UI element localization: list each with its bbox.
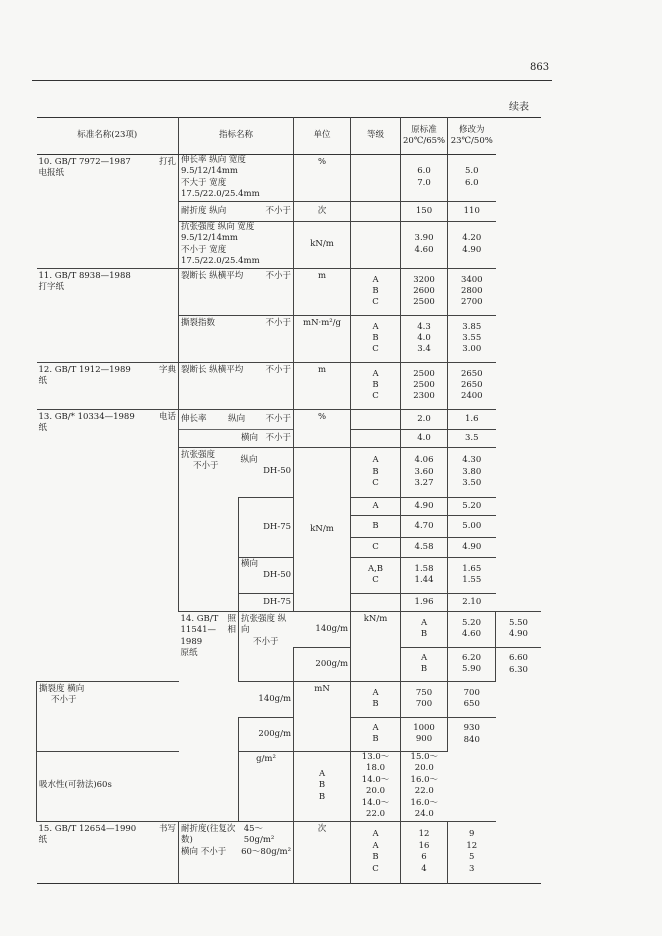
original-value-cell: 150 — [401, 201, 448, 221]
standards-table — [36, 117, 541, 884]
std-name-10: 10. GB/T 7972—1987 打孔 电报纸 — [38, 157, 176, 179]
header-std-name: 标准名称(23项) — [37, 118, 179, 155]
header-original-line2: 20℃/65% — [403, 136, 446, 146]
original-value-cell: 5.20 4.60 — [448, 611, 496, 647]
modified-value-cell: 1.65 1.55 — [448, 557, 496, 593]
original-value-cell: 4.90 — [401, 497, 448, 515]
header-modified-line2: 23℃/50% — [450, 136, 493, 146]
unit-cell: mN·m²/g — [294, 315, 351, 362]
unit-cell: g/m² — [239, 751, 294, 821]
modified-value-cell: 6.60 6.30 — [496, 647, 541, 681]
indicator-cell: 耐折度 纵向 不小于 — [179, 201, 294, 221]
modified-value-cell: 110 — [448, 201, 496, 221]
std-name-11: 11. GB/T 8938—1988 打字纸 — [37, 268, 179, 362]
modified-value-cell: 3400 2800 2700 — [448, 268, 496, 315]
modified-value-cell: 700 650 — [448, 681, 496, 717]
original-value-cell: 6.20 5.90 — [448, 647, 496, 681]
indicator-cell: 吸水性(可勃法)60s — [37, 751, 239, 821]
indicator-sub-cell: 纵向 DH-50 — [239, 447, 294, 497]
indicator-sub-cell: DH-75 — [239, 593, 294, 611]
modified-value-cell: 4.90 — [448, 537, 496, 557]
grade-cell — [351, 221, 401, 268]
grade-cell — [351, 409, 401, 429]
indicator-cell: 撕裂指数 不小于 — [179, 315, 294, 362]
original-value-cell: 4.06 3.60 3.27 — [401, 447, 448, 497]
indicator-sub-cell: DH-75 — [239, 497, 294, 557]
table-row — [37, 409, 542, 429]
modified-value-cell: 2.10 — [448, 593, 496, 611]
indicator-cell: 裂断长 纵横平均 不小于 — [179, 268, 294, 315]
grade-cell — [351, 201, 401, 221]
indicator-sub-cell: 200g/m — [294, 647, 351, 681]
original-value-cell: 3.90 4.60 — [401, 221, 448, 268]
unit-cell: 次 — [294, 201, 351, 221]
table-row — [37, 681, 542, 717]
table-row — [37, 155, 542, 202]
modified-value-cell: 5.00 — [448, 515, 496, 537]
std-name-13: 13. GB/* 10334—1989 电话 纸 — [37, 409, 179, 681]
header-unit: 单位 — [294, 118, 351, 155]
modified-value-cell: 3.85 3.55 3.00 — [448, 315, 496, 362]
grade-cell — [351, 429, 401, 447]
indicator-sub-cell: 140g/m — [239, 681, 294, 717]
continued-label: 续表 — [509, 102, 529, 113]
header-indicator: 指标名称 — [179, 118, 294, 155]
unit-cell: % — [294, 155, 351, 202]
grade-cell: A B — [351, 717, 401, 751]
modified-value-cell: 1.6 — [448, 409, 496, 429]
unit-cell: kN/m — [351, 611, 401, 681]
unit-cell: m — [294, 268, 351, 315]
grade-cell: A B — [401, 611, 448, 647]
indicator-cell: 抗张强度 纵向 宽度 9.5/12/14mm 不小于 宽度 17.5/22.0/25.4mm — [179, 221, 294, 268]
unit-cell: kN/m — [294, 221, 351, 268]
unit-cell: m — [294, 362, 351, 409]
grade-cell: A B — [351, 681, 401, 717]
header-modified — [448, 118, 496, 155]
indicator-sub-cell: 140g/m — [294, 611, 351, 647]
table-row — [37, 821, 542, 883]
grade-cell: C — [351, 537, 401, 557]
table-row — [37, 751, 542, 821]
original-value-cell: 13.0～18.0 14.0～20.0 14.0～22.0 — [351, 751, 401, 821]
original-value-cell: 1000 900 — [401, 717, 448, 751]
indicator-label-cell: 抗张强度 不小于 — [179, 447, 239, 611]
grade-cell: A A B C — [351, 821, 401, 883]
unit-cell: % — [294, 409, 351, 447]
std-name-14: 14. GB/T 11541—1989 照相 原纸 — [179, 611, 239, 821]
indicator-cell: 横向 不小于 — [179, 429, 294, 447]
header-modified-line1: 修改为 — [459, 124, 485, 135]
grade-cell: A B — [401, 647, 448, 681]
original-value-cell: 1.96 — [401, 593, 448, 611]
header-original-line1: 原标准 — [411, 124, 437, 135]
std-name-15: 15. GB/T 12654—1990 书写 纸 — [37, 821, 179, 883]
unit-cell: mN — [294, 681, 351, 751]
original-value-cell: 4.0 — [401, 429, 448, 447]
grade-cell: A B C — [351, 447, 401, 497]
table-header-row — [37, 118, 542, 155]
indicator-cell: 裂断长 纵横平均 不小于 — [179, 362, 294, 409]
grade-cell — [351, 593, 401, 611]
original-value-cell: 4.58 — [401, 537, 448, 557]
std-name-12: 12. GB/T 1912—1989 字典 纸 — [37, 362, 179, 409]
grade-cell: A B C — [351, 362, 401, 409]
original-value-cell: 1.58 1.44 — [401, 557, 448, 593]
page-number: 863 — [530, 62, 550, 73]
indicator-cell: 伸长率 纵向 不小于 — [179, 409, 294, 429]
modified-value-cell: 5.50 4.90 — [496, 611, 541, 647]
indicator-label-cell: 撕裂度 横向 不小于 — [37, 681, 179, 751]
grade-cell — [351, 155, 401, 202]
indicator-label-cell: 抗张强度 纵向 不小于 — [239, 611, 294, 681]
grade-cell: B — [351, 515, 401, 537]
indicator-sub-cell: 200g/m — [239, 717, 294, 751]
original-value-cell: 6.0 7.0 — [401, 155, 448, 202]
unit-cell: kN/m — [294, 447, 351, 611]
original-value-cell: 2500 2500 2300 — [401, 362, 448, 409]
modified-value-cell: 930 840 — [448, 717, 496, 751]
modified-value-cell: 4.20 4.90 — [448, 221, 496, 268]
table-row — [37, 362, 542, 409]
indicator-cell: 伸长率 纵向 宽度 9.5/12/14mm 不大于 宽度 17.5/22.0/25.4mm — [179, 155, 294, 202]
modified-value-cell: 9 12 5 3 — [448, 821, 496, 883]
indicator-cell: 耐折度(往复次数) 45～50g/m² 横向 不小于 60～80g/m² — [179, 821, 294, 883]
indicator-sub-cell: 横向 DH-50 — [239, 557, 294, 593]
original-value-cell: 4.3 4.0 3.4 — [401, 315, 448, 362]
header-rule — [32, 80, 552, 81]
modified-value-cell: 5.0 6.0 — [448, 155, 496, 202]
modified-value-cell: 15.0～20.0 16.0～22.0 16.0～24.0 — [401, 751, 448, 821]
original-value-cell: 3200 2600 2500 — [401, 268, 448, 315]
table-row — [37, 268, 542, 315]
modified-value-cell: 4.30 3.80 3.50 — [448, 447, 496, 497]
original-value-cell: 2.0 — [401, 409, 448, 429]
grade-cell: A,B C — [351, 557, 401, 593]
unit-cell: 次 — [294, 821, 351, 883]
header-grade: 等级 — [351, 118, 401, 155]
modified-value-cell: 3.5 — [448, 429, 496, 447]
grade-cell: A B C — [351, 315, 401, 362]
grade-cell: A — [351, 497, 401, 515]
original-value-cell: 750 700 — [401, 681, 448, 717]
grade-cell: A B C — [351, 268, 401, 315]
modified-value-cell: 5.20 — [448, 497, 496, 515]
header-original — [401, 118, 448, 155]
original-value-cell: 4.70 — [401, 515, 448, 537]
modified-value-cell: 2650 2650 2400 — [448, 362, 496, 409]
original-value-cell: 12 16 6 4 — [401, 821, 448, 883]
grade-cell: A B B — [294, 751, 351, 821]
